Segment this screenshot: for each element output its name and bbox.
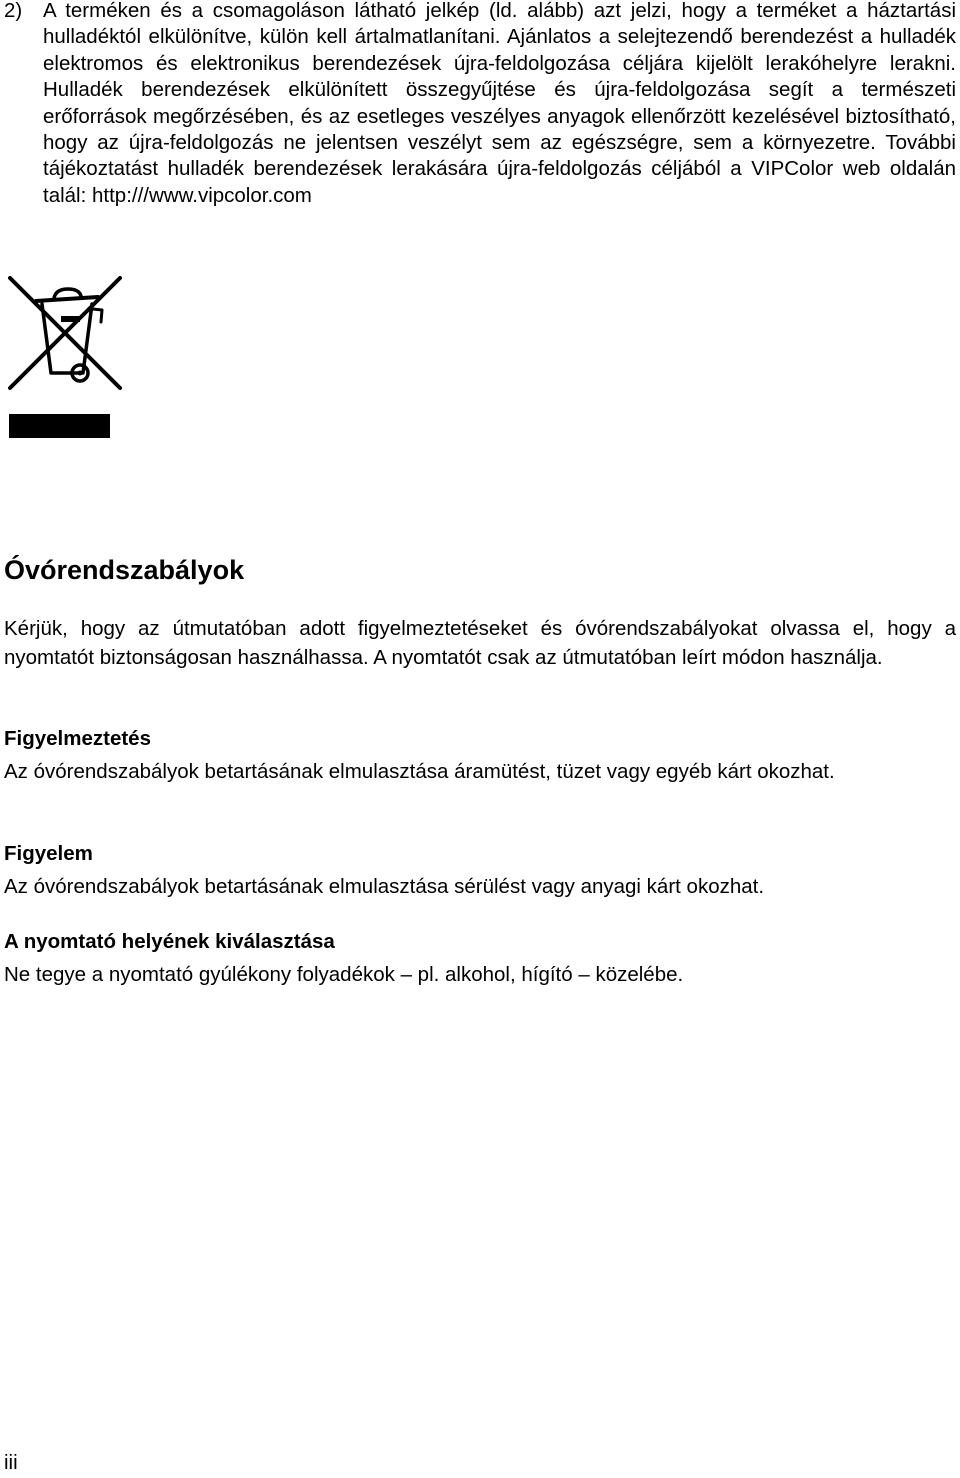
warning-heading: Figyelmeztetés	[4, 727, 151, 750]
caution-paragraph: Az óvórendszabályok betartásának elmulasztása sérülést vagy anyagi kárt okozhat.	[4, 875, 765, 898]
item-number: 2)	[4, 0, 23, 22]
location-paragraph: Ne tegye a nyomtató gyúlékony folyadékok – pl. alkohol, hígító – közelébe.	[4, 963, 684, 986]
crossed-out-wheelie-bin-icon	[8, 276, 122, 442]
warning-paragraph: Az óvórendszabályok betartásának elmulasztása áramütést, tüzet vagy egyéb kárt okozhat.	[4, 760, 835, 783]
disposal-item	[4, 0, 956, 209]
intro-paragraph: Kérjük, hogy az útmutatóban adott figyelmeztetéseket és óvórendszabályokat olvassa el, hogy a nyomtatót biztonságosan használhassa. A nyomtatót csak az útmutatóban leírt módon használja.	[4, 617, 956, 669]
disposal-paragraph: A terméken és a csomagoláson látható jelkép (ld. alább) azt jelzi, hogy a terméket a háztartási hulladéktól elkülönítve, külön kell ártalmatlanítani. Ajánlatos a selejtezendő berendezést a hulladék elektromos és elektronikus berendezések újra-feldolgozása céljára kijelölt lerakóhelyre lerakni. Hulladék berendezések elkülönített összegyűjtése és újra-feldolgozása segít a természeti erőforrások megőrzésében, és az esetleges veszélyes anyagok ellenőrzött kezelésével biztosítható, hogy az újra-feldolgozás ne jelentsen veszélyt sem az egészségre, sem a környezetre. További tájékoztatást hulladék berendezések lerakására újra-feldolgozás céljából a VIPColor web oldalán talál: http:///www.vipcolor.com	[43, 0, 956, 207]
caution-heading: Figyelem	[4, 842, 93, 865]
page-number: iii	[4, 1451, 18, 1474]
location-heading: A nyomtató helyének kiválasztása	[4, 930, 335, 953]
section-title: Óvórendszabályok	[4, 555, 245, 585]
